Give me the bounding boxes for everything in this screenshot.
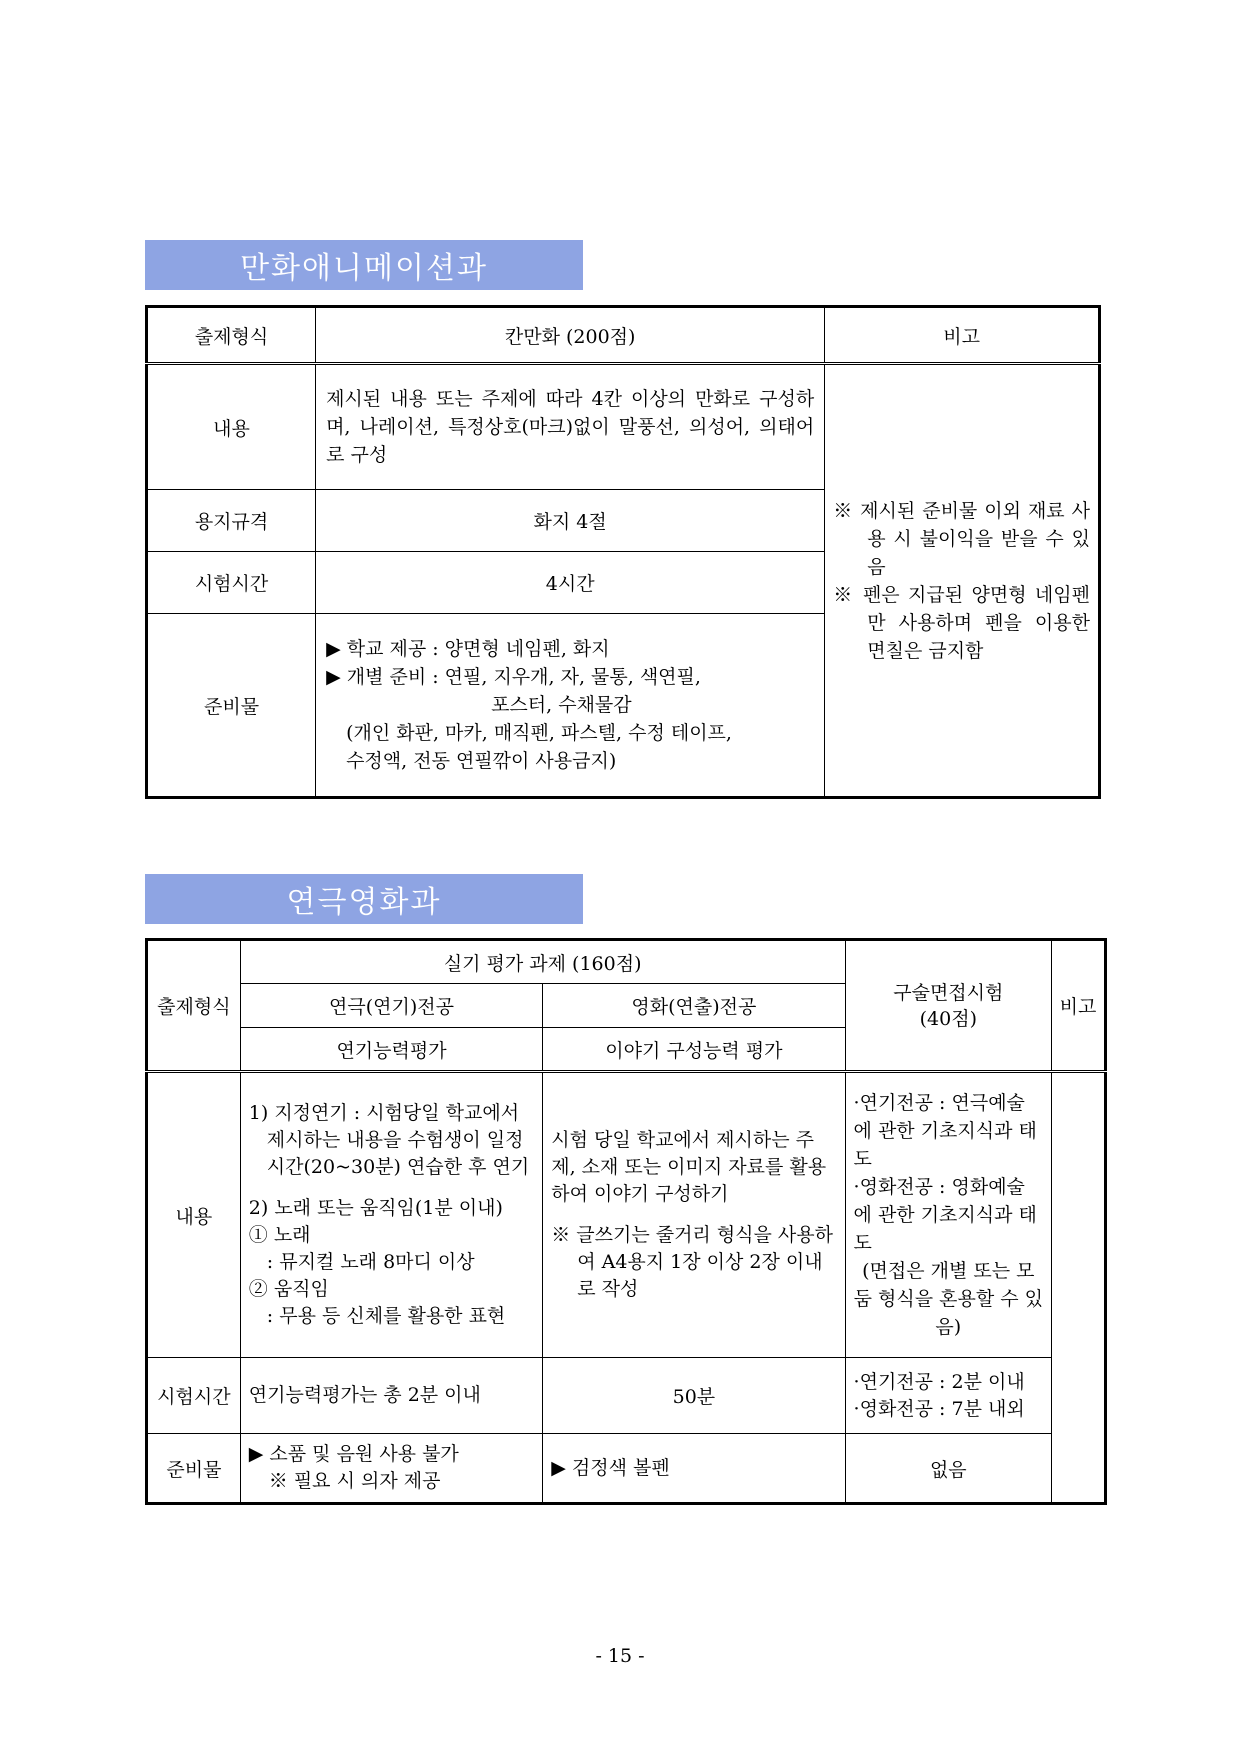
- row-label-prep: 준비물: [147, 1434, 241, 1504]
- interview-prep: 없음: [845, 1434, 1052, 1504]
- header-practical: 실기 평가 과제 (160점): [240, 940, 845, 984]
- remark-empty-cell: [1052, 1072, 1106, 1504]
- row-label-content: 내용: [147, 1072, 241, 1358]
- acting-prep: [240, 1434, 542, 1504]
- interview-line: (면접은 개별 또는 모둠 형식을 혼용할 수 있음): [853, 1260, 1043, 1338]
- interview-line: ·연기전공 : 연극예술에 관한 기초지식과 태도: [853, 1092, 1037, 1170]
- interview-title: 구술면접시험: [893, 981, 1004, 1004]
- film-text: 시험 당일 학교에서 제시하는 주제, 소재 또는 이미지 자료를 활용하여 이야기 구성하기: [551, 1129, 827, 1205]
- prep-line: (개인 화판, 마카, 매직펜, 파스텔, 수정 테이프,: [346, 722, 732, 744]
- film-note: ※ 글쓰기는 줄거리 형식을 사용하여 A4용지 1장 이상 2장 이내로 작성: [551, 1224, 833, 1300]
- page-number: - 15 -: [595, 1645, 645, 1667]
- header-format: 출제형식: [147, 940, 241, 1072]
- row-label-time: 시험시간: [147, 552, 316, 614]
- acting-line: : 무용 등 신체를 활용한 표현: [266, 1305, 506, 1327]
- row-value-time: 4시간: [316, 552, 825, 614]
- interview-content: [845, 1072, 1052, 1358]
- interview-score: (40점): [919, 1007, 977, 1030]
- row-label-prep: 준비물: [147, 614, 316, 798]
- header-remark: 비고: [1052, 940, 1106, 1072]
- interview-line: ·영화전공 : 영화예술에 관한 기초지식과 태도: [853, 1176, 1037, 1254]
- remarks-cell: [825, 364, 1100, 798]
- section-title-theater: 연극영화과: [145, 874, 583, 924]
- row-label-paper: 용지규격: [147, 490, 316, 552]
- header-acting-eval: 연기능력평가: [240, 1028, 542, 1072]
- prep-line: ▶ 학교 제공 : 양면형 네임펜, 화지: [326, 638, 610, 660]
- header-film-eval: 이야기 구성능력 평가: [543, 1028, 845, 1072]
- row-value-prep: [316, 614, 825, 798]
- prep-line: 수정액, 전동 연필깎이 사용금지): [346, 750, 617, 772]
- row-value-content: 제시된 내용 또는 주제에 따라 4칸 이상의 만화로 구성하며, 나레이션, 특정상호(마크)없이 말풍선, 의성어, 의태어로 구성: [316, 364, 825, 490]
- acting-content: [240, 1072, 542, 1358]
- film-content: [543, 1072, 845, 1358]
- acting-prep-line: ▶ 소품 및 음원 사용 불가: [248, 1443, 459, 1465]
- acting-line: : 뮤지컬 노래 8마디 이상: [266, 1251, 475, 1273]
- row-label-content: 내용: [147, 364, 316, 490]
- header-format: 출제형식: [147, 307, 316, 364]
- remark-item: ※ 제시된 준비물 이외 재료 사용 시 불이익을 받을 수 있음: [833, 499, 1090, 578]
- film-time: 50분: [543, 1358, 845, 1434]
- acting-prep-line: ※ 필요 시 의자 제공: [268, 1470, 441, 1492]
- row-label-time: 시험시간: [147, 1358, 241, 1434]
- prep-line: 포스터, 수채물감: [491, 694, 632, 716]
- interview-time-line: ·영화전공 : 7분 내외: [853, 1397, 1025, 1420]
- interview-time: [845, 1358, 1052, 1434]
- prep-line: ▶ 개별 준비 : 연필, 지우개, 자, 물통, 색연필,: [326, 666, 701, 688]
- film-prep: ▶ 검정색 볼펜: [543, 1434, 845, 1504]
- section-title-animation: 만화애니메이션과: [145, 240, 583, 290]
- acting-line: 1) 지정연기 : 시험당일 학교에서 제시하는 내용을 수험생이 일정시간(20~30분) 연습한 후 연기: [248, 1102, 530, 1178]
- header-comic: 칸만화 (200점): [316, 307, 825, 364]
- header-remark: 비고: [825, 307, 1100, 364]
- acting-time: 연기능력평가는 총 2분 이내: [240, 1358, 542, 1434]
- acting-line: ① 노래: [248, 1224, 311, 1246]
- remark-item: ※ 펜은 지급된 양면형 네임펜만 사용하며 펜을 이용한 면칠은 금지함: [833, 583, 1090, 662]
- acting-line: 2) 노래 또는 움직임(1분 이내): [248, 1197, 503, 1219]
- acting-line: ② 움직임: [248, 1278, 329, 1300]
- header-acting-major: 연극(연기)전공: [240, 984, 542, 1028]
- header-film-major: 영화(연출)전공: [543, 984, 845, 1028]
- row-value-paper: 화지 4절: [316, 490, 825, 552]
- theater-exam-table: [145, 938, 1107, 1505]
- header-interview: [845, 940, 1052, 1072]
- interview-time-line: ·연기전공 : 2분 이내: [853, 1370, 1025, 1393]
- animation-exam-table: [145, 305, 1101, 799]
